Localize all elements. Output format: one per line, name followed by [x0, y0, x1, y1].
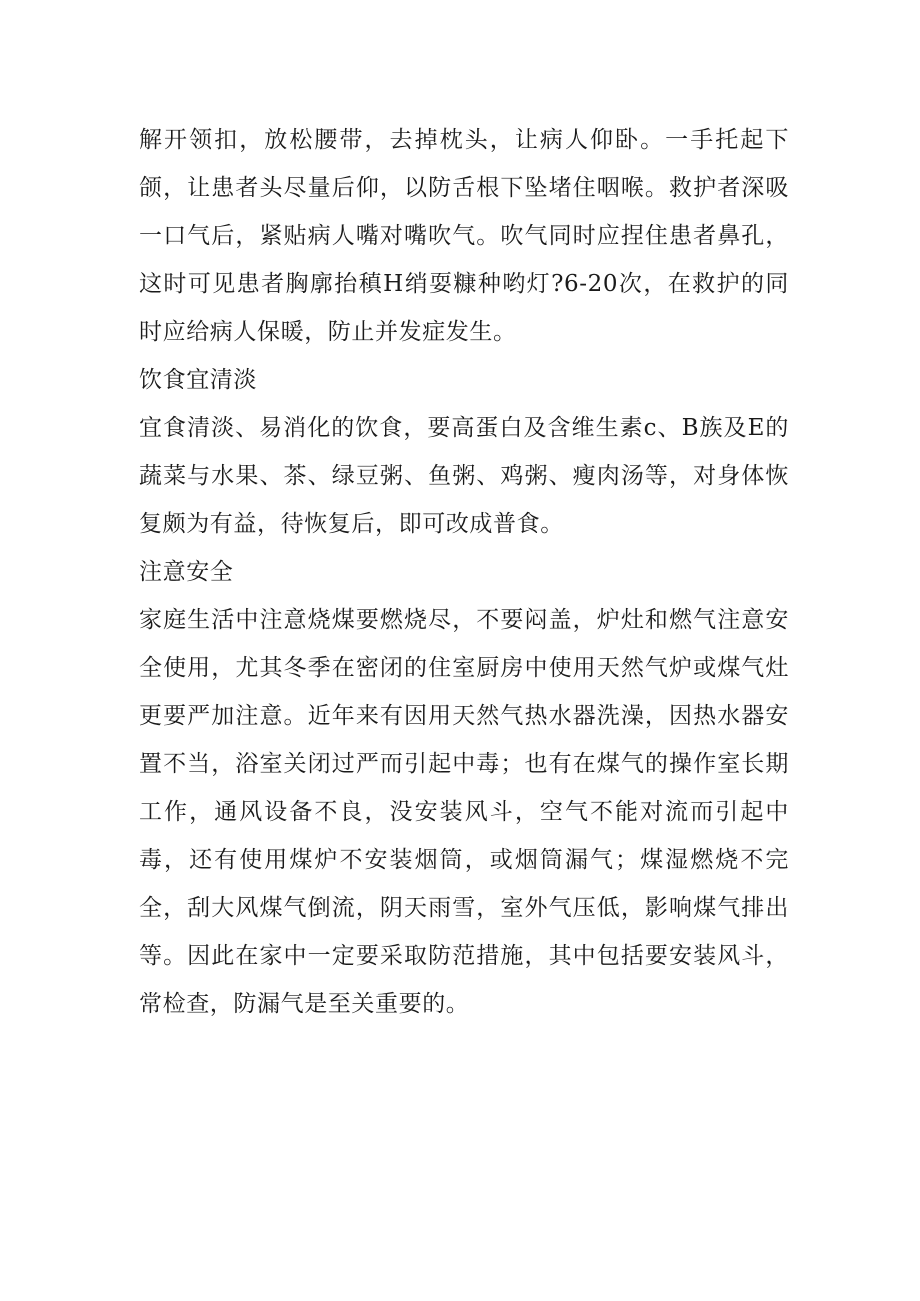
diet-paragraph: 宜食清淡、易消化的饮食，要高蛋白及含维生素c、B族及E的蔬菜与水果、茶、绿豆粥、鱼粥、鸡粥、瘦肉汤等，对身体恢复颇为有益，待恢复后，即可改成普食。 [139, 415, 789, 537]
diet-heading: 饮食宜清淡 [139, 367, 257, 393]
first-aid-paragraph: 解开领扣，放松腰带，去掉枕头，让病人仰卧。一手托起下颌，让患者头尽量后仰，以防舌根下坠堵住咽喉。救护者深吸一口气后，紧贴病人嘴对嘴吹气。吹气同时应捏住患者鼻孔，这时可见患者胸廓抬稹H绡耍糠种哟灯?6-20次，在救护的同时应给病人保暖，防止并发症发生。 [139, 127, 789, 345]
safety-paragraph: 家庭生活中注意烧煤要燃烧尽，不要闷盖，炉灶和燃气注意安全使用，尤其冬季在密闭的住室厨房中使用天然气炉或煤气灶更要严加注意。近年来有因用天然气热水器洗澡，因热水器安置不当，浴室关闭过严而引起中毒；也有在煤气的操作室长期工作，通风设备不良，没安装风斗，空气不能对流而引起中毒，还有使用煤炉不安装烟筒，或烟筒漏气；煤湿燃烧不完全，刮大风煤气倒流，阴天雨雪，室外气压低，影响煤气排出等。因此在家中一定要采取防范措施，其中包括要安装风斗，常检查，防漏气是至关重要的。 [139, 607, 789, 1017]
safety-heading: 注意安全 [139, 559, 234, 585]
document-body [139, 116, 789, 1028]
